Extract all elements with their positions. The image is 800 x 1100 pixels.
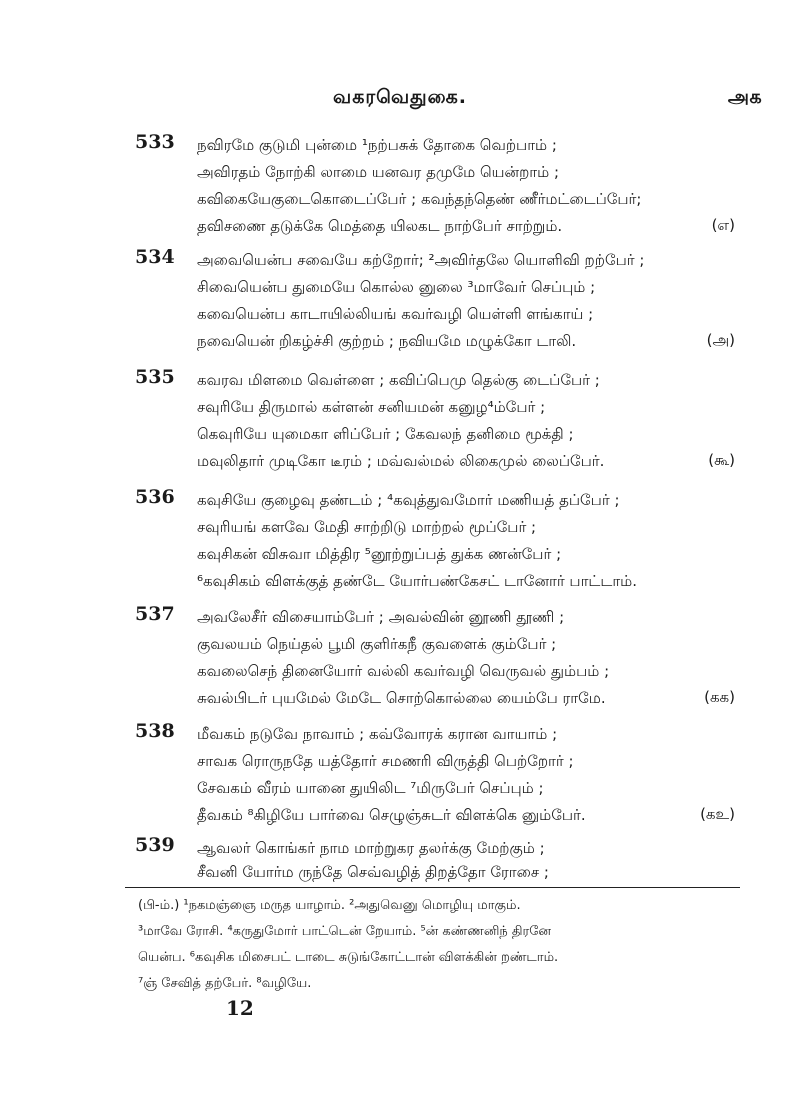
- verse-mark: (கூ): [708, 451, 735, 469]
- verse-539: [135, 834, 735, 884]
- verse-line: கெவுரியே யுமைகா ளிப்பேர் ; கேவலந் தனிமை மூக்தி ;: [197, 425, 574, 443]
- verse-line: தவிசணை தடுக்கே மெத்தை யிலகட நாற்பேர் சாற்றும்.: [197, 217, 563, 235]
- verse-number: 539: [135, 834, 175, 856]
- verse-line: சாவக ரொருநதே யத்தோர் சமணரி விருத்தி பெற்றோர் ;: [197, 752, 574, 770]
- verse-line: கவரவ மிளமை வெள்ளை ; கவிப்பெமு தெல்கு டைப்பேர் ;: [197, 371, 600, 389]
- verse-line: அவலேசீர் விசையாம்பேர் ; அவல்வின் னூணி தூணி ;: [197, 608, 565, 626]
- verse-line: நவையென் றிகழ்ச்சி குற்றம் ; நவியமே மழுக்கோ டாலி.: [197, 332, 577, 350]
- footnote-line: யென்ப. ⁶கவுசிக மிசைபட் டாடை சுடுங்கோட்டான் விளக்கின் றண்டாம்.: [138, 950, 559, 965]
- footnote-line: ⁷ஞ் சேவித் தற்பேர். ⁸வழியே.: [138, 976, 312, 991]
- verse-535: [135, 366, 735, 470]
- footnote-line: ³மாவே ரோசி. ⁴கருதுமோர் பாட்டென் றேயாம். ⁵ன் கண்ணனிந் திரனே: [138, 924, 552, 939]
- verse-line: கவுசிகன் விசுவா மித்திர ⁵னூற்றுப்பத் துக்க ணன்பேர் ;: [197, 545, 562, 563]
- verse-number: 537: [135, 603, 175, 625]
- verse-line: சவுரியங் களவே மேதி சாற்றிடு மாற்றல் மூப்பேர் ;: [197, 518, 537, 536]
- verse-number: 536: [135, 486, 175, 508]
- verse-mark: (எ): [711, 216, 735, 234]
- verse-537: [135, 603, 735, 707]
- verse-number: 533: [135, 131, 175, 153]
- verse-mark: (கக): [704, 688, 735, 706]
- verse-line: சீவனி யோர்ம ருந்தே செவ்வழித் திறத்தோ ரோசை ;: [197, 863, 549, 881]
- verse-number: 538: [135, 720, 175, 742]
- verse-line: சுவல்பிடர் புயமேல் மேடே சொற்கொல்லை யைம்பே ராமே.: [197, 689, 606, 707]
- verse-533: [135, 131, 735, 235]
- verse-line: நவிரமே குடுமி புன்மை ¹நற்பசுக் தோகை வெற்பாம் ;: [197, 136, 557, 154]
- verse-536: [135, 486, 735, 590]
- verse-line: மவுலிதார் முடிகோ டீரம் ; மவ்வல்மல் லிகைமுல் லைப்பேர்.: [197, 452, 605, 470]
- verse-line: சேவகம் வீரம் யானை துயிலிட ⁷மிருபேர் செப்பும் ;: [197, 779, 544, 797]
- verse-line: ⁶கவுசிகம் விளக்குத் தண்டே யோர்பண்கேசட் டானோர் பாட்டாம்.: [197, 572, 637, 590]
- verse-line: கவுசியே குழைவு தண்டம் ; ⁴கவுத்துவமோர் மணியத் தப்பேர் ;: [197, 491, 620, 509]
- verse-line: தீவகம் ⁸கிழியே பார்வை செழுஞ்சுடர் விளக்கெ னும்பேர்.: [197, 806, 586, 824]
- verse-line: கவையென்ப காடாயில்லியங் கவர்வழி யெள்ளி ளங்காய் ;: [197, 305, 594, 323]
- verse-line: அவிரதம் நோற்கி லாமை யனவர தமுமே யென்றாம் ;: [197, 163, 560, 181]
- footnote-divider: [125, 887, 740, 888]
- verse-number: 534: [135, 246, 175, 268]
- page-header: [0, 86, 800, 116]
- verse-line: சிவையென்ப துமையே கொல்ல னுலை ³மாவேர் செப்பும் ;: [197, 278, 596, 296]
- verse-line: அவையென்ப சவையே கற்றோர்; ²அவிர்தலே யொளிவி றற்பேர் ;: [197, 251, 645, 269]
- verse-mark: (அ): [706, 331, 735, 349]
- verse-538: [135, 720, 735, 824]
- signature-number: 12: [226, 996, 254, 1020]
- verse-line: குவலயம் நெய்தல் பூமி குளிர்கநீ குவளைக் கும்பேர் ;: [197, 635, 557, 653]
- footnotes: [138, 893, 753, 997]
- page-title: வகரவெதுகை.: [333, 86, 467, 108]
- verse-534: [135, 246, 735, 350]
- verse-line: கவலைசெந் தினையோர் வல்லி கவர்வழி வெருவல் தும்பம் ;: [197, 662, 610, 680]
- verse-line: கவிகையேகுடைகொடைப்பேர் ; கவந்தந்தெண் ணீர்மட்டைப்பேர்;: [197, 190, 642, 208]
- page-number: அ௧: [727, 86, 762, 108]
- verse-number: 535: [135, 366, 175, 388]
- footnote-line: (பி-ம்.) ¹நகமஞ்ஞை மருத யாழாம். ²அதுவெனு மொழியு மாகும்.: [138, 898, 521, 913]
- verse-mark: (கஉ): [700, 805, 735, 823]
- verse-line: மீவகம் நடுவே நாவாம் ; கவ்வோரக் கரான வாயாம் ;: [197, 725, 558, 743]
- verse-line: ஆவலர் கொங்கர் நாம மாற்றுகர தலர்க்கு மேற்கும் ;: [197, 839, 545, 857]
- verse-line: சவுரியே திருமால் கள்ளன் சனியமன் கனுழ⁴ம்பேர் ;: [197, 398, 546, 416]
